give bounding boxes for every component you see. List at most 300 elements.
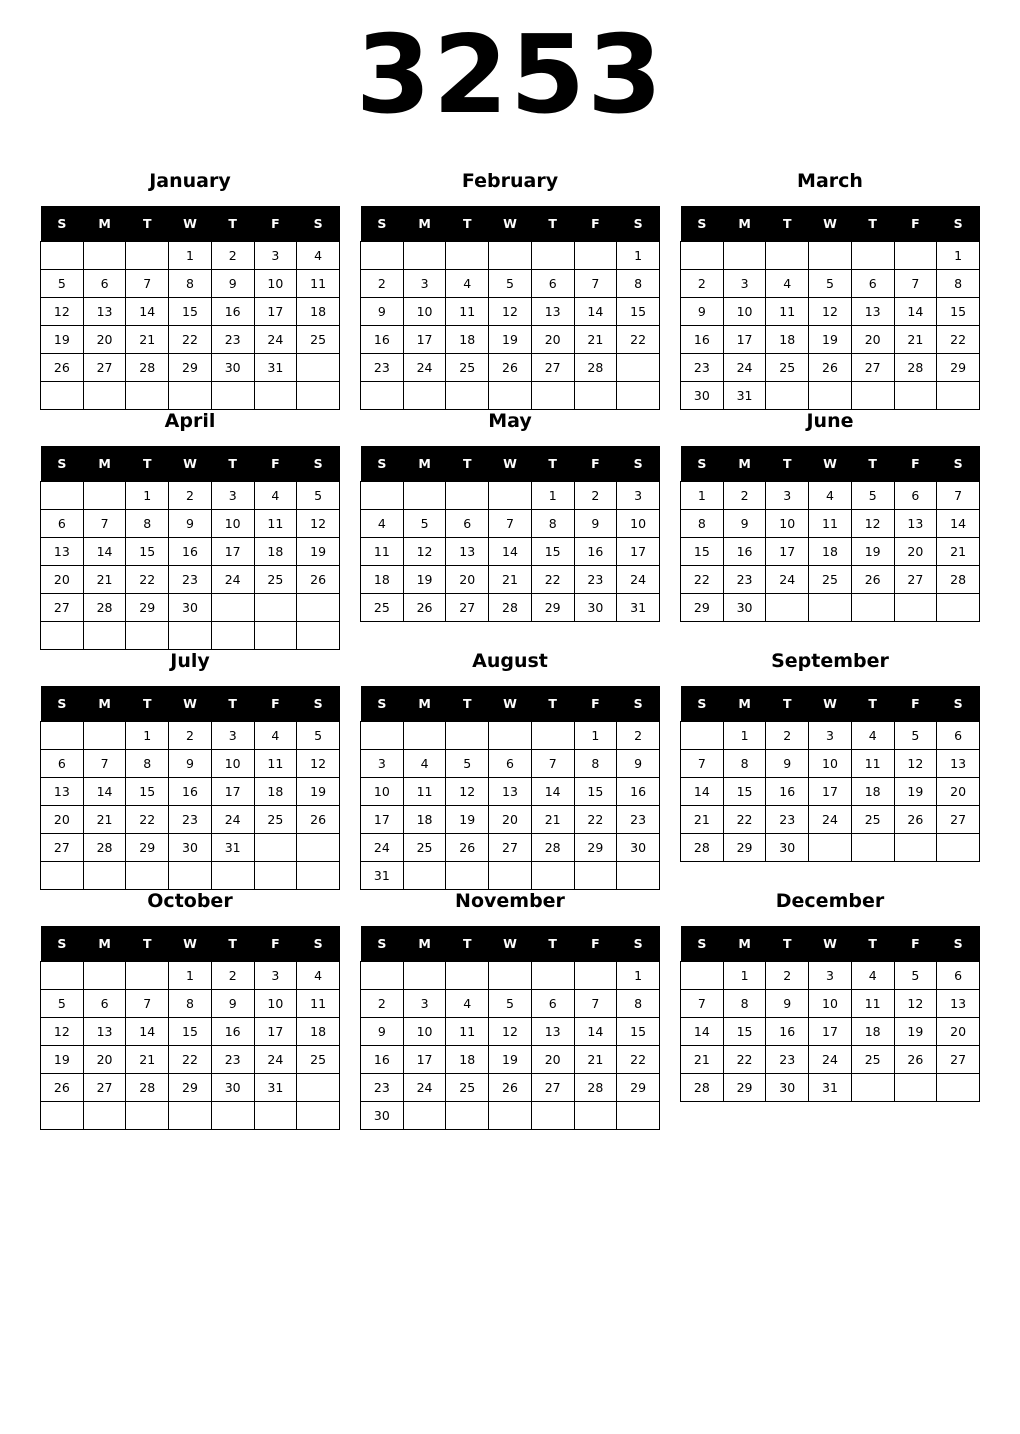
day-cell[interactable]: 10 [254,990,297,1018]
day-cell[interactable]: 14 [126,1018,169,1046]
day-cell[interactable]: 8 [169,270,212,298]
day-cell[interactable]: 18 [361,566,404,594]
day-cell[interactable]: 26 [894,806,937,834]
day-cell[interactable]: 6 [851,270,894,298]
day-cell[interactable]: 19 [809,326,852,354]
day-cell[interactable]: 23 [723,566,766,594]
day-cell[interactable]: 23 [361,354,404,382]
day-cell[interactable]: 23 [766,1046,809,1074]
day-cell[interactable]: 21 [489,566,532,594]
day-cell[interactable]: 29 [681,594,724,622]
day-cell[interactable]: 22 [617,326,660,354]
day-cell[interactable]: 21 [83,566,126,594]
day-cell[interactable]: 25 [254,806,297,834]
day-cell[interactable]: 27 [851,354,894,382]
day-cell[interactable]: 18 [446,1046,489,1074]
day-cell[interactable]: 10 [254,270,297,298]
day-cell[interactable]: 3 [403,270,446,298]
day-cell[interactable]: 4 [297,962,340,990]
day-cell[interactable]: 11 [446,1018,489,1046]
day-cell[interactable]: 12 [894,990,937,1018]
day-cell[interactable]: 2 [211,962,254,990]
day-cell[interactable]: 8 [126,510,169,538]
day-cell[interactable]: 18 [446,326,489,354]
day-cell[interactable]: 14 [83,778,126,806]
day-cell[interactable]: 10 [617,510,660,538]
day-cell[interactable]: 19 [894,1018,937,1046]
day-cell[interactable]: 9 [617,750,660,778]
day-cell[interactable]: 22 [169,1046,212,1074]
day-cell[interactable]: 17 [723,326,766,354]
day-cell[interactable]: 10 [766,510,809,538]
day-cell[interactable]: 4 [254,482,297,510]
day-cell[interactable]: 10 [211,750,254,778]
day-cell[interactable]: 18 [403,806,446,834]
day-cell[interactable]: 2 [169,722,212,750]
day-cell[interactable]: 13 [531,1018,574,1046]
day-cell[interactable]: 25 [297,326,340,354]
day-cell[interactable]: 20 [531,1046,574,1074]
day-cell[interactable]: 27 [937,806,980,834]
day-cell[interactable]: 22 [574,806,617,834]
day-cell[interactable]: 19 [297,538,340,566]
day-cell[interactable]: 21 [126,1046,169,1074]
day-cell[interactable]: 1 [126,722,169,750]
day-cell[interactable]: 28 [574,1074,617,1102]
day-cell[interactable]: 30 [169,834,212,862]
day-cell[interactable]: 16 [766,1018,809,1046]
day-cell[interactable]: 22 [126,806,169,834]
day-cell[interactable]: 27 [446,594,489,622]
day-cell[interactable]: 4 [851,962,894,990]
day-cell[interactable]: 13 [851,298,894,326]
day-cell[interactable]: 15 [723,1018,766,1046]
day-cell[interactable]: 7 [83,750,126,778]
day-cell[interactable]: 5 [851,482,894,510]
day-cell[interactable]: 13 [937,750,980,778]
day-cell[interactable]: 26 [297,566,340,594]
day-cell[interactable]: 21 [574,326,617,354]
day-cell[interactable]: 28 [83,834,126,862]
day-cell[interactable]: 20 [83,326,126,354]
day-cell[interactable]: 25 [446,354,489,382]
day-cell[interactable]: 24 [617,566,660,594]
day-cell[interactable]: 21 [894,326,937,354]
day-cell[interactable]: 26 [446,834,489,862]
day-cell[interactable]: 5 [894,722,937,750]
day-cell[interactable]: 16 [169,778,212,806]
day-cell[interactable]: 9 [766,990,809,1018]
day-cell[interactable]: 5 [809,270,852,298]
day-cell[interactable]: 3 [211,482,254,510]
day-cell[interactable]: 28 [681,1074,724,1102]
day-cell[interactable]: 18 [254,778,297,806]
day-cell[interactable]: 30 [574,594,617,622]
day-cell[interactable]: 20 [531,326,574,354]
day-cell[interactable]: 24 [211,806,254,834]
day-cell[interactable]: 27 [83,354,126,382]
day-cell[interactable]: 28 [126,354,169,382]
day-cell[interactable]: 13 [83,298,126,326]
day-cell[interactable]: 14 [681,778,724,806]
day-cell[interactable]: 12 [41,1018,84,1046]
day-cell[interactable]: 28 [681,834,724,862]
day-cell[interactable]: 29 [126,594,169,622]
day-cell[interactable]: 22 [937,326,980,354]
day-cell[interactable]: 20 [41,806,84,834]
day-cell[interactable]: 31 [361,862,404,890]
day-cell[interactable]: 23 [361,1074,404,1102]
day-cell[interactable]: 17 [211,778,254,806]
day-cell[interactable]: 7 [83,510,126,538]
day-cell[interactable]: 14 [574,298,617,326]
day-cell[interactable]: 27 [894,566,937,594]
day-cell[interactable]: 19 [489,326,532,354]
day-cell[interactable]: 7 [489,510,532,538]
day-cell[interactable]: 23 [574,566,617,594]
day-cell[interactable]: 2 [211,242,254,270]
day-cell[interactable]: 6 [894,482,937,510]
day-cell[interactable]: 23 [681,354,724,382]
day-cell[interactable]: 6 [446,510,489,538]
day-cell[interactable]: 10 [403,298,446,326]
day-cell[interactable]: 7 [126,270,169,298]
day-cell[interactable]: 16 [617,778,660,806]
day-cell[interactable]: 8 [723,750,766,778]
day-cell[interactable]: 21 [126,326,169,354]
day-cell[interactable]: 22 [169,326,212,354]
day-cell[interactable]: 31 [254,1074,297,1102]
day-cell[interactable]: 20 [937,1018,980,1046]
day-cell[interactable]: 5 [489,270,532,298]
day-cell[interactable]: 10 [809,750,852,778]
day-cell[interactable]: 4 [361,510,404,538]
day-cell[interactable]: 23 [169,566,212,594]
day-cell[interactable]: 12 [489,298,532,326]
day-cell[interactable]: 3 [809,962,852,990]
day-cell[interactable]: 22 [126,566,169,594]
day-cell[interactable]: 4 [297,242,340,270]
day-cell[interactable]: 24 [723,354,766,382]
day-cell[interactable]: 2 [361,990,404,1018]
day-cell[interactable]: 5 [489,990,532,1018]
day-cell[interactable]: 1 [617,962,660,990]
day-cell[interactable]: 22 [681,566,724,594]
day-cell[interactable]: 2 [723,482,766,510]
day-cell[interactable]: 21 [83,806,126,834]
day-cell[interactable]: 26 [41,1074,84,1102]
day-cell[interactable]: 8 [617,270,660,298]
day-cell[interactable]: 6 [83,990,126,1018]
day-cell[interactable]: 8 [126,750,169,778]
day-cell[interactable]: 8 [574,750,617,778]
day-cell[interactable]: 6 [41,750,84,778]
day-cell[interactable]: 20 [41,566,84,594]
day-cell[interactable]: 7 [681,990,724,1018]
day-cell[interactable]: 9 [211,270,254,298]
day-cell[interactable]: 28 [83,594,126,622]
day-cell[interactable]: 15 [126,538,169,566]
day-cell[interactable]: 30 [361,1102,404,1130]
day-cell[interactable]: 29 [531,594,574,622]
day-cell[interactable]: 18 [809,538,852,566]
day-cell[interactable]: 30 [211,1074,254,1102]
day-cell[interactable]: 10 [403,1018,446,1046]
day-cell[interactable]: 16 [169,538,212,566]
day-cell[interactable]: 15 [617,1018,660,1046]
day-cell[interactable]: 4 [766,270,809,298]
day-cell[interactable]: 10 [361,778,404,806]
day-cell[interactable]: 13 [937,990,980,1018]
day-cell[interactable]: 11 [446,298,489,326]
day-cell[interactable]: 5 [297,722,340,750]
day-cell[interactable]: 20 [937,778,980,806]
day-cell[interactable]: 27 [83,1074,126,1102]
day-cell[interactable]: 2 [574,482,617,510]
day-cell[interactable]: 26 [809,354,852,382]
day-cell[interactable]: 1 [169,962,212,990]
day-cell[interactable]: 8 [169,990,212,1018]
day-cell[interactable]: 19 [446,806,489,834]
day-cell[interactable]: 3 [254,242,297,270]
day-cell[interactable]: 27 [531,354,574,382]
day-cell[interactable]: 1 [169,242,212,270]
day-cell[interactable]: 27 [41,834,84,862]
day-cell[interactable]: 6 [83,270,126,298]
day-cell[interactable]: 9 [574,510,617,538]
day-cell[interactable]: 29 [169,1074,212,1102]
day-cell[interactable]: 18 [297,298,340,326]
day-cell[interactable]: 6 [531,990,574,1018]
day-cell[interactable]: 25 [809,566,852,594]
day-cell[interactable]: 6 [531,270,574,298]
day-cell[interactable]: 9 [361,298,404,326]
day-cell[interactable]: 17 [403,1046,446,1074]
day-cell[interactable]: 16 [574,538,617,566]
day-cell[interactable]: 2 [169,482,212,510]
day-cell[interactable]: 31 [809,1074,852,1102]
day-cell[interactable]: 23 [766,806,809,834]
day-cell[interactable]: 24 [403,354,446,382]
day-cell[interactable]: 12 [403,538,446,566]
day-cell[interactable]: 25 [403,834,446,862]
day-cell[interactable]: 16 [361,326,404,354]
day-cell[interactable]: 3 [211,722,254,750]
day-cell[interactable]: 15 [617,298,660,326]
day-cell[interactable]: 23 [169,806,212,834]
day-cell[interactable]: 28 [126,1074,169,1102]
day-cell[interactable]: 20 [489,806,532,834]
day-cell[interactable]: 14 [894,298,937,326]
day-cell[interactable]: 11 [254,510,297,538]
day-cell[interactable]: 15 [937,298,980,326]
day-cell[interactable]: 10 [809,990,852,1018]
day-cell[interactable]: 18 [297,1018,340,1046]
day-cell[interactable]: 20 [83,1046,126,1074]
day-cell[interactable]: 29 [574,834,617,862]
day-cell[interactable]: 24 [254,1046,297,1074]
day-cell[interactable]: 26 [851,566,894,594]
day-cell[interactable]: 28 [937,566,980,594]
day-cell[interactable]: 4 [851,722,894,750]
day-cell[interactable]: 15 [574,778,617,806]
day-cell[interactable]: 25 [254,566,297,594]
day-cell[interactable]: 26 [297,806,340,834]
day-cell[interactable]: 12 [41,298,84,326]
day-cell[interactable]: 5 [41,270,84,298]
day-cell[interactable]: 17 [403,326,446,354]
day-cell[interactable]: 2 [681,270,724,298]
day-cell[interactable]: 13 [489,778,532,806]
day-cell[interactable]: 19 [489,1046,532,1074]
day-cell[interactable]: 24 [211,566,254,594]
day-cell[interactable]: 13 [41,778,84,806]
day-cell[interactable]: 14 [126,298,169,326]
day-cell[interactable]: 19 [297,778,340,806]
day-cell[interactable]: 31 [211,834,254,862]
day-cell[interactable]: 12 [851,510,894,538]
day-cell[interactable]: 11 [809,510,852,538]
day-cell[interactable]: 12 [489,1018,532,1046]
day-cell[interactable]: 19 [41,326,84,354]
day-cell[interactable]: 24 [254,326,297,354]
day-cell[interactable]: 30 [169,594,212,622]
day-cell[interactable]: 7 [531,750,574,778]
day-cell[interactable]: 29 [723,834,766,862]
day-cell[interactable]: 1 [617,242,660,270]
day-cell[interactable]: 18 [766,326,809,354]
day-cell[interactable]: 17 [254,298,297,326]
day-cell[interactable]: 24 [809,1046,852,1074]
day-cell[interactable]: 18 [254,538,297,566]
day-cell[interactable]: 16 [723,538,766,566]
day-cell[interactable]: 16 [681,326,724,354]
day-cell[interactable]: 3 [403,990,446,1018]
day-cell[interactable]: 29 [126,834,169,862]
day-cell[interactable]: 4 [254,722,297,750]
day-cell[interactable]: 22 [723,1046,766,1074]
day-cell[interactable]: 8 [681,510,724,538]
day-cell[interactable]: 19 [851,538,894,566]
day-cell[interactable]: 31 [617,594,660,622]
day-cell[interactable]: 6 [937,962,980,990]
day-cell[interactable]: 9 [766,750,809,778]
day-cell[interactable]: 11 [851,750,894,778]
day-cell[interactable]: 9 [361,1018,404,1046]
day-cell[interactable]: 12 [297,510,340,538]
day-cell[interactable]: 28 [894,354,937,382]
day-cell[interactable]: 1 [574,722,617,750]
day-cell[interactable]: 7 [681,750,724,778]
day-cell[interactable]: 10 [211,510,254,538]
day-cell[interactable]: 27 [531,1074,574,1102]
day-cell[interactable]: 1 [937,242,980,270]
day-cell[interactable]: 19 [403,566,446,594]
day-cell[interactable]: 27 [41,594,84,622]
day-cell[interactable]: 13 [894,510,937,538]
day-cell[interactable]: 4 [403,750,446,778]
day-cell[interactable]: 11 [851,990,894,1018]
day-cell[interactable]: 21 [681,1046,724,1074]
day-cell[interactable]: 26 [489,1074,532,1102]
day-cell[interactable]: 2 [617,722,660,750]
day-cell[interactable]: 3 [723,270,766,298]
day-cell[interactable]: 4 [446,270,489,298]
day-cell[interactable]: 16 [211,1018,254,1046]
day-cell[interactable]: 25 [297,1046,340,1074]
day-cell[interactable]: 3 [766,482,809,510]
day-cell[interactable]: 29 [937,354,980,382]
day-cell[interactable]: 30 [617,834,660,862]
day-cell[interactable]: 4 [446,990,489,1018]
day-cell[interactable]: 12 [809,298,852,326]
day-cell[interactable]: 13 [446,538,489,566]
day-cell[interactable]: 30 [723,594,766,622]
day-cell[interactable]: 21 [531,806,574,834]
day-cell[interactable]: 17 [809,778,852,806]
day-cell[interactable]: 7 [574,990,617,1018]
day-cell[interactable]: 26 [489,354,532,382]
day-cell[interactable]: 13 [531,298,574,326]
day-cell[interactable]: 5 [297,482,340,510]
day-cell[interactable]: 25 [851,1046,894,1074]
day-cell[interactable]: 31 [723,382,766,410]
day-cell[interactable]: 28 [531,834,574,862]
day-cell[interactable]: 2 [766,722,809,750]
day-cell[interactable]: 17 [809,1018,852,1046]
day-cell[interactable]: 8 [617,990,660,1018]
day-cell[interactable]: 31 [254,354,297,382]
day-cell[interactable]: 7 [937,482,980,510]
day-cell[interactable]: 11 [766,298,809,326]
day-cell[interactable]: 18 [851,1018,894,1046]
day-cell[interactable]: 15 [681,538,724,566]
day-cell[interactable]: 15 [723,778,766,806]
day-cell[interactable]: 15 [169,1018,212,1046]
day-cell[interactable]: 22 [617,1046,660,1074]
day-cell[interactable]: 17 [254,1018,297,1046]
day-cell[interactable]: 1 [681,482,724,510]
day-cell[interactable]: 23 [211,1046,254,1074]
day-cell[interactable]: 1 [531,482,574,510]
day-cell[interactable]: 14 [681,1018,724,1046]
day-cell[interactable]: 8 [937,270,980,298]
day-cell[interactable]: 24 [809,806,852,834]
day-cell[interactable]: 21 [937,538,980,566]
day-cell[interactable]: 25 [446,1074,489,1102]
day-cell[interactable]: 20 [894,538,937,566]
day-cell[interactable]: 14 [937,510,980,538]
day-cell[interactable]: 17 [766,538,809,566]
day-cell[interactable]: 3 [361,750,404,778]
day-cell[interactable]: 7 [894,270,937,298]
day-cell[interactable]: 14 [489,538,532,566]
day-cell[interactable]: 12 [894,750,937,778]
day-cell[interactable]: 24 [766,566,809,594]
day-cell[interactable]: 15 [169,298,212,326]
day-cell[interactable]: 7 [574,270,617,298]
day-cell[interactable]: 6 [41,510,84,538]
day-cell[interactable]: 25 [766,354,809,382]
day-cell[interactable]: 25 [851,806,894,834]
day-cell[interactable]: 15 [531,538,574,566]
day-cell[interactable]: 17 [361,806,404,834]
day-cell[interactable]: 24 [361,834,404,862]
day-cell[interactable]: 16 [766,778,809,806]
day-cell[interactable]: 7 [126,990,169,1018]
day-cell[interactable]: 3 [617,482,660,510]
day-cell[interactable]: 9 [723,510,766,538]
